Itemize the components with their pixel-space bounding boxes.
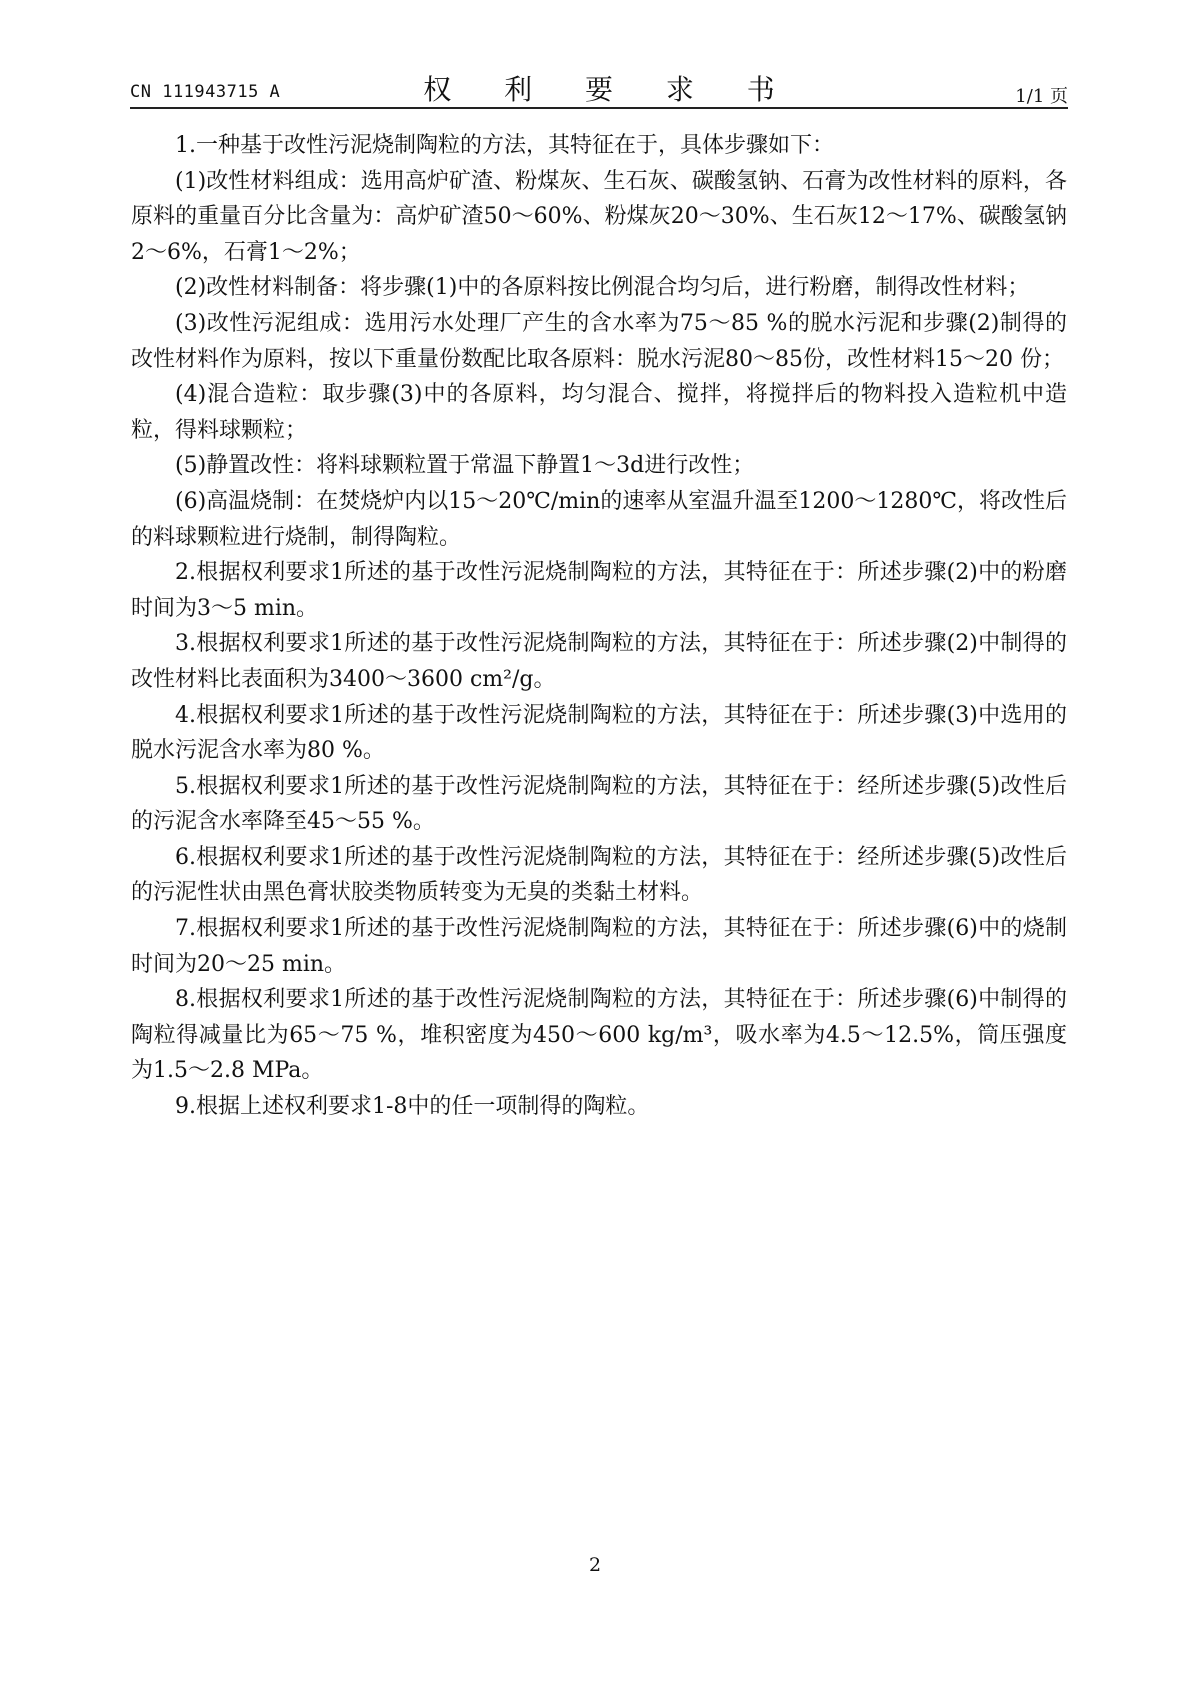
claim-1-step-2: (2)改性材料制备：将步骤(1)中的各原料按比例混合均匀后，进行粉磨，制得改性材料； (175, 275, 1030, 301)
document-id: CN 111943715 A (130, 82, 281, 102)
claim-1-step-6: (6)高温烧制：在焚烧炉内以15～20℃/min的速率从室温升温至1200～1280℃，将改性后的料球颗粒进行烧制，制得陶粒。 (131, 488, 1067, 550)
page-number: 2 (588, 1554, 602, 1576)
claim-4: 4.根据权利要求1所述的基于改性污泥烧制陶粒的方法，其特征在于：所述步骤(3)中选用的脱水污泥含水率为80 %。 (131, 702, 1067, 764)
claim-1-step-5: (5)静置改性：将料球颗粒置于常温下静置1～3d进行改性； (175, 453, 755, 479)
claims-body (131, 128, 1067, 1125)
claim-3: 3.根据权利要求1所述的基于改性污泥烧制陶粒的方法，其特征在于：所述步骤(2)中制得的改性材料比表面积为3400～3600 cm²/g。 (131, 631, 1067, 692)
claim-1-step-1: (1)改性材料组成：选用高炉矿渣、粉煤灰、生石灰、碳酸氢钠、石膏为改性材料的原料，各原料的重量百分比含量为：高炉矿渣50～60%、粉煤灰20～30%、生石灰12～17%、碳酸氢钠2～6%，石膏1～2%； (131, 168, 1067, 265)
claim-7: 7.根据权利要求1所述的基于改性污泥烧制陶粒的方法，其特征在于：所述步骤(6)中的烧制时间为20～25 min。 (131, 916, 1067, 977)
header-divider (130, 107, 1068, 109)
claim-6: 6.根据权利要求1所述的基于改性污泥烧制陶粒的方法，其特征在于：经所述步骤(5)改性后的污泥性状由黑色膏状胶类物质转变为无臭的类黏土材料。 (131, 844, 1067, 906)
page-title: 权 利 要 求 书 (423, 73, 797, 106)
claim-8: 8.根据权利要求1所述的基于改性污泥烧制陶粒的方法，其特征在于：所述步骤(6)中制得的陶粒得减量比为65～75 %，堆积密度为450～600 kg/m³，吸水率为4.5～12.5%，筒压强度为1.5～2.8 MPa。 (131, 987, 1067, 1084)
claim-1-step-4: (4)混合造粒：取步骤(3)中的各原料，均匀混合、搅拌，将搅拌后的物料投入造粒机中造粒，得料球颗粒； (131, 382, 1067, 443)
claim-5: 5.根据权利要求1所述的基于改性污泥烧制陶粒的方法，其特征在于：经所述步骤(5)改性后的污泥含水率降至45～55 %。 (131, 773, 1067, 835)
page-header (130, 68, 1068, 108)
page-count: 1/1 页 (1015, 86, 1068, 107)
claim-1-step-3: (3)改性污泥组成：选用污水处理厂产生的含水率为75～85 %的脱水污泥和步骤(2)制得的改性材料作为原料，按以下重量份数配比取各原料：脱水污泥80～85份，改性材料15～20 份； (131, 310, 1067, 372)
claim-2: 2.根据权利要求1所述的基于改性污泥烧制陶粒的方法，其特征在于：所述步骤(2)中的粉磨时间为3～5 min。 (131, 560, 1067, 621)
claim-1-intro: 1.一种基于改性污泥烧制陶粒的方法，其特征在于，具体步骤如下： (175, 133, 834, 158)
claim-9: 9.根据上述权利要求1-8中的任一项制得的陶粒。 (175, 1094, 650, 1120)
